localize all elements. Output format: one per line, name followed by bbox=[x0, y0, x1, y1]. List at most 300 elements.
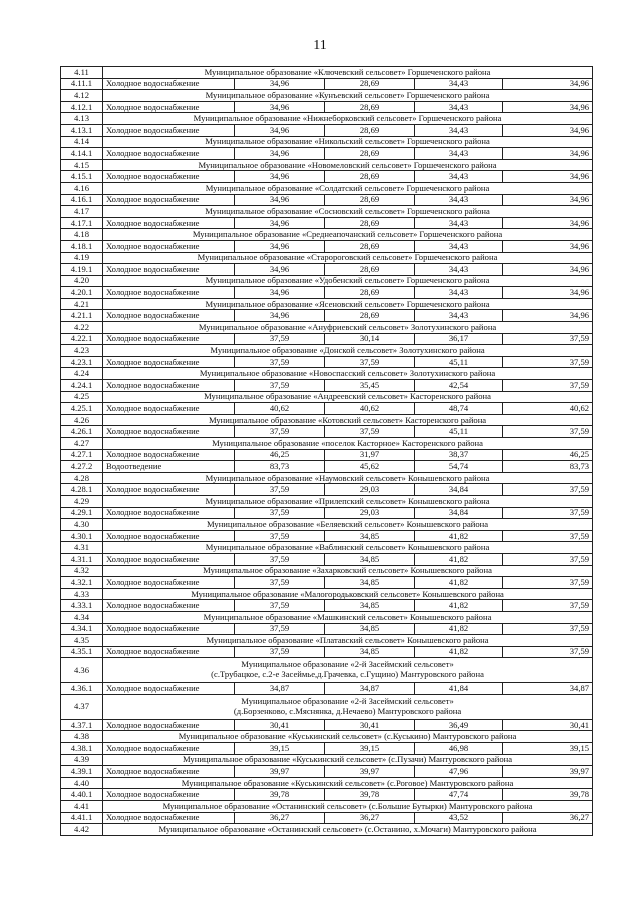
row-number: 4.40 bbox=[61, 777, 103, 789]
service-name: Холодное водоснабжение bbox=[103, 719, 235, 731]
tariff-value: 34,96 bbox=[503, 171, 593, 183]
tariff-value: 37,59 bbox=[235, 426, 325, 438]
section-title-row bbox=[61, 90, 593, 102]
service-name: Холодное водоснабжение bbox=[103, 240, 235, 252]
table-row bbox=[61, 78, 593, 90]
table-row bbox=[61, 124, 593, 136]
tariff-value: 30,14 bbox=[325, 333, 415, 345]
tariff-value: 41,84 bbox=[415, 683, 503, 695]
table-row bbox=[61, 766, 593, 778]
section-title-row bbox=[61, 113, 593, 125]
tariff-value: 37,59 bbox=[503, 380, 593, 392]
row-number: 4.12.1 bbox=[61, 101, 103, 113]
table-row bbox=[61, 264, 593, 276]
section-title-row bbox=[61, 298, 593, 310]
tariff-value: 40,62 bbox=[503, 403, 593, 415]
tariff-value: 83,73 bbox=[235, 461, 325, 473]
row-number: 4.21.1 bbox=[61, 310, 103, 322]
section-title-row bbox=[61, 495, 593, 507]
row-number: 4.17.1 bbox=[61, 217, 103, 229]
section-title-row bbox=[61, 694, 593, 719]
row-number: 4.23 bbox=[61, 345, 103, 357]
tariff-value: 28,69 bbox=[325, 287, 415, 299]
tariff-value: 37,59 bbox=[503, 356, 593, 368]
tariff-value: 47,96 bbox=[415, 766, 503, 778]
table-row bbox=[61, 530, 593, 542]
tariff-value: 41,82 bbox=[415, 530, 503, 542]
municipality-title-line: Муниципальное образование «2-й Засеймский сельсовет» bbox=[241, 696, 454, 706]
tariff-value: 45,11 bbox=[415, 356, 503, 368]
row-number: 4.42 bbox=[61, 824, 103, 836]
row-number: 4.12 bbox=[61, 90, 103, 102]
tariff-value: 34,43 bbox=[415, 171, 503, 183]
tariff-value: 34,84 bbox=[415, 507, 503, 519]
row-number: 4.28 bbox=[61, 472, 103, 484]
table-row bbox=[61, 240, 593, 252]
table-row bbox=[61, 623, 593, 635]
row-number: 4.35 bbox=[61, 635, 103, 647]
municipality-title-line: (с.Трубацкое, с.2-е Засеймье,д.Грачевка, с.Гущино) Мантуровского района bbox=[211, 669, 484, 680]
row-number: 4.27 bbox=[61, 438, 103, 450]
section-title-row bbox=[61, 542, 593, 554]
municipality-title: Муниципальное образование «Ясеновский сельсовет» Горшеченского района bbox=[103, 298, 593, 310]
tariff-value: 36,17 bbox=[415, 333, 503, 345]
tariff-value: 34,85 bbox=[325, 577, 415, 589]
tariff-value: 37,59 bbox=[235, 600, 325, 612]
row-number: 4.39 bbox=[61, 754, 103, 766]
tariff-value: 34,43 bbox=[415, 240, 503, 252]
tariff-value: 37,59 bbox=[235, 553, 325, 565]
tariff-value: 34,85 bbox=[325, 600, 415, 612]
section-title-row bbox=[61, 777, 593, 789]
tariff-value: 34,85 bbox=[325, 623, 415, 635]
tariff-value: 83,73 bbox=[503, 461, 593, 473]
row-number: 4.24.1 bbox=[61, 380, 103, 392]
municipality-title: Муниципальное образование «Андреевский сельсовет» Касторенского района bbox=[103, 391, 593, 403]
service-name: Холодное водоснабжение bbox=[103, 766, 235, 778]
tariff-value: 34,96 bbox=[503, 78, 593, 90]
tariff-value: 37,59 bbox=[235, 646, 325, 658]
tariff-value: 34,96 bbox=[235, 264, 325, 276]
tariff-value: 37,59 bbox=[325, 356, 415, 368]
service-name: Водоотведение bbox=[103, 461, 235, 473]
tariff-value: 34,96 bbox=[235, 124, 325, 136]
tariff-value: 47,74 bbox=[415, 789, 503, 801]
tariff-value: 37,59 bbox=[325, 426, 415, 438]
tariff-value: 34,96 bbox=[503, 240, 593, 252]
tariff-value: 45,62 bbox=[325, 461, 415, 473]
tariff-value: 34,85 bbox=[325, 530, 415, 542]
tariff-value: 37,59 bbox=[503, 426, 593, 438]
tariff-value: 28,69 bbox=[325, 101, 415, 113]
section-title-row bbox=[61, 368, 593, 380]
table-row bbox=[61, 449, 593, 461]
tariff-value: 34,43 bbox=[415, 148, 503, 160]
service-name: Холодное водоснабжение bbox=[103, 101, 235, 113]
row-number: 4.39.1 bbox=[61, 766, 103, 778]
row-number: 4.41.1 bbox=[61, 812, 103, 824]
tariff-value: 40,62 bbox=[325, 403, 415, 415]
tariff-value: 39,15 bbox=[235, 743, 325, 755]
table-row bbox=[61, 683, 593, 695]
table-row bbox=[61, 356, 593, 368]
section-title-row bbox=[61, 414, 593, 426]
municipality-title: Муниципальное образование «Куськинский сельсовет» (с.Роговое) Мантуровского района bbox=[103, 777, 593, 789]
row-number: 4.37.1 bbox=[61, 719, 103, 731]
row-number: 4.14 bbox=[61, 136, 103, 148]
tariff-value: 39,78 bbox=[325, 789, 415, 801]
service-name: Холодное водоснабжение bbox=[103, 646, 235, 658]
tariff-value: 37,59 bbox=[503, 484, 593, 496]
service-name: Холодное водоснабжение bbox=[103, 171, 235, 183]
tariff-value: 30,41 bbox=[235, 719, 325, 731]
municipality-title: Муниципальное образование «Ключевский сельсовет» Горшеченского района bbox=[103, 67, 593, 79]
page-number: 11 bbox=[313, 38, 327, 53]
tariff-value: 37,59 bbox=[235, 484, 325, 496]
service-name: Холодное водоснабжение bbox=[103, 310, 235, 322]
municipality-title-line: (д.Борзенково, с.Мяснянка, д.Нечаево) Мантуровского района bbox=[233, 705, 462, 716]
tariff-value: 37,59 bbox=[503, 600, 593, 612]
tariff-value: 42,54 bbox=[415, 380, 503, 392]
tariff-value: 37,59 bbox=[503, 530, 593, 542]
tariff-value: 34,43 bbox=[415, 264, 503, 276]
municipality-title: Муниципальное образование «Наумовский сельсовет» Конышевского района bbox=[103, 472, 593, 484]
tariff-value: 35,45 bbox=[325, 380, 415, 392]
section-title-row bbox=[61, 635, 593, 647]
service-name: Холодное водоснабжение bbox=[103, 403, 235, 415]
row-number: 4.29 bbox=[61, 495, 103, 507]
table-row bbox=[61, 577, 593, 589]
tariff-value: 37,59 bbox=[235, 507, 325, 519]
section-title-row bbox=[61, 658, 593, 683]
tariff-value: 30,41 bbox=[503, 719, 593, 731]
tariff-value: 38,37 bbox=[415, 449, 503, 461]
tariff-value: 41,82 bbox=[415, 577, 503, 589]
tariff-value: 37,59 bbox=[235, 577, 325, 589]
row-number: 4.28.1 bbox=[61, 484, 103, 496]
table-row bbox=[61, 600, 593, 612]
row-number: 4.27.2 bbox=[61, 461, 103, 473]
tariff-value: 46,25 bbox=[235, 449, 325, 461]
tariff-value: 37,59 bbox=[503, 507, 593, 519]
tariff-value: 34,87 bbox=[503, 683, 593, 695]
section-title-row bbox=[61, 182, 593, 194]
row-number: 4.37 bbox=[61, 694, 103, 719]
tariff-value: 34,96 bbox=[503, 148, 593, 160]
row-number: 4.18.1 bbox=[61, 240, 103, 252]
row-number: 4.31 bbox=[61, 542, 103, 554]
row-number: 4.11.1 bbox=[61, 78, 103, 90]
tariff-value: 37,59 bbox=[235, 623, 325, 635]
row-number: 4.30.1 bbox=[61, 530, 103, 542]
tariff-value: 34,96 bbox=[235, 148, 325, 160]
tariff-value: 34,96 bbox=[503, 101, 593, 113]
service-name: Холодное водоснабжение bbox=[103, 683, 235, 695]
row-number: 4.17 bbox=[61, 206, 103, 218]
service-name: Холодное водоснабжение bbox=[103, 484, 235, 496]
row-number: 4.19 bbox=[61, 252, 103, 264]
tariff-value: 36,27 bbox=[503, 812, 593, 824]
row-number: 4.16.1 bbox=[61, 194, 103, 206]
section-title-row bbox=[61, 754, 593, 766]
tariff-value: 29,03 bbox=[325, 484, 415, 496]
section-title-row bbox=[61, 229, 593, 241]
tariff-value: 34,87 bbox=[325, 683, 415, 695]
row-number: 4.41 bbox=[61, 801, 103, 813]
table-row bbox=[61, 310, 593, 322]
row-number: 4.15.1 bbox=[61, 171, 103, 183]
tariff-value: 34,84 bbox=[415, 484, 503, 496]
municipality-title: Муниципальное образование «Новомеловский сельсовет» Горшеченского района bbox=[103, 159, 593, 171]
row-number: 4.40.1 bbox=[61, 789, 103, 801]
row-number: 4.36.1 bbox=[61, 683, 103, 695]
municipality-title: Муниципальное образование «Новоспасский сельсовет» Золотухинского района bbox=[103, 368, 593, 380]
row-number: 4.22 bbox=[61, 322, 103, 334]
row-number: 4.33.1 bbox=[61, 600, 103, 612]
row-number: 4.14.1 bbox=[61, 148, 103, 160]
municipality-title: Муниципальное образование «Машкинский сельсовет» Конышевского района bbox=[103, 611, 593, 623]
tariff-value: 28,69 bbox=[325, 171, 415, 183]
tariff-value: 36,27 bbox=[235, 812, 325, 824]
section-title-row bbox=[61, 565, 593, 577]
section-title-row bbox=[61, 438, 593, 450]
tariff-value: 37,59 bbox=[503, 646, 593, 658]
section-title-row bbox=[61, 275, 593, 287]
municipality-title: Муниципальное образование «Останинский сельсовет» (с.Останино, х.Мочаги) Мантуровского района bbox=[103, 824, 593, 836]
section-title-row bbox=[61, 391, 593, 403]
tariff-value: 34,43 bbox=[415, 217, 503, 229]
row-number: 4.18 bbox=[61, 229, 103, 241]
row-number: 4.38 bbox=[61, 731, 103, 743]
service-name: Холодное водоснабжение bbox=[103, 623, 235, 635]
tariff-value: 37,59 bbox=[503, 623, 593, 635]
tariff-value: 39,97 bbox=[503, 766, 593, 778]
service-name: Холодное водоснабжение bbox=[103, 333, 235, 345]
service-name: Холодное водоснабжение bbox=[103, 553, 235, 565]
municipality-title: Муниципальное образование «поселок Касторное» Касторенского района bbox=[103, 438, 593, 450]
municipality-title bbox=[103, 694, 593, 719]
tariff-value: 28,69 bbox=[325, 194, 415, 206]
table-row bbox=[61, 403, 593, 415]
tariff-value: 39,78 bbox=[235, 789, 325, 801]
service-name: Холодное водоснабжение bbox=[103, 789, 235, 801]
tariff-value: 39,15 bbox=[503, 743, 593, 755]
tariff-value: 34,43 bbox=[415, 287, 503, 299]
service-name: Холодное водоснабжение bbox=[103, 530, 235, 542]
tariff-value: 34,85 bbox=[325, 553, 415, 565]
row-number: 4.15 bbox=[61, 159, 103, 171]
tariff-value: 34,96 bbox=[503, 194, 593, 206]
tariff-value: 48,74 bbox=[415, 403, 503, 415]
municipality-title: Муниципальное образование «Прилепский сельсовет» Конышевского района bbox=[103, 495, 593, 507]
service-name: Холодное водоснабжение bbox=[103, 78, 235, 90]
service-name: Холодное водоснабжение bbox=[103, 600, 235, 612]
row-number: 4.30 bbox=[61, 519, 103, 531]
municipality-title: Муниципальное образование «Среднеапочанский сельсовет» Горшеченского района bbox=[103, 229, 593, 241]
tariff-value: 34,96 bbox=[503, 217, 593, 229]
row-number: 4.11 bbox=[61, 67, 103, 79]
tariff-value: 40,62 bbox=[235, 403, 325, 415]
municipality-title: Муниципальное образование «Солдатский сельсовет» Горшеченского района bbox=[103, 182, 593, 194]
tariff-value: 36,49 bbox=[415, 719, 503, 731]
section-title-row bbox=[61, 519, 593, 531]
municipality-title: Муниципальное образование «Захарковский сельсовет» Конышевского района bbox=[103, 565, 593, 577]
section-title-row bbox=[61, 159, 593, 171]
table-row bbox=[61, 719, 593, 731]
tariff-value: 34,43 bbox=[415, 78, 503, 90]
tariff-value: 39,97 bbox=[325, 766, 415, 778]
municipality-title: Муниципальное образование «Старороговский сельсовет» Горшеченского района bbox=[103, 252, 593, 264]
municipality-title: Муниципальное образование «Кунъевский сельсовет» Горшеченского района bbox=[103, 90, 593, 102]
section-title-row bbox=[61, 611, 593, 623]
service-name: Холодное водоснабжение bbox=[103, 217, 235, 229]
tariff-value: 28,69 bbox=[325, 217, 415, 229]
tariff-value: 34,87 bbox=[235, 683, 325, 695]
municipality-title: Муниципальное образование «Останинский сельсовет» (с.Большие Бутырки) Мантуровского района bbox=[103, 801, 593, 813]
tariff-value: 41,82 bbox=[415, 623, 503, 635]
tariff-value: 54,74 bbox=[415, 461, 503, 473]
row-number: 4.24 bbox=[61, 368, 103, 380]
tariff-value: 46,25 bbox=[503, 449, 593, 461]
row-number: 4.32.1 bbox=[61, 577, 103, 589]
tariff-value: 34,96 bbox=[235, 78, 325, 90]
tariff-value: 39,15 bbox=[325, 743, 415, 755]
tariff-value: 34,96 bbox=[503, 310, 593, 322]
tariff-value: 37,59 bbox=[235, 530, 325, 542]
section-title-row bbox=[61, 801, 593, 813]
service-name: Холодное водоснабжение bbox=[103, 148, 235, 160]
tariff-value: 34,96 bbox=[235, 240, 325, 252]
service-name: Холодное водоснабжение bbox=[103, 124, 235, 136]
section-title-row bbox=[61, 136, 593, 148]
service-name: Холодное водоснабжение bbox=[103, 287, 235, 299]
municipality-title: Муниципальное образование «Донской сельсовет» Золотухинского района bbox=[103, 345, 593, 357]
tariff-table bbox=[60, 66, 593, 836]
service-name: Холодное водоснабжение bbox=[103, 356, 235, 368]
table-row bbox=[61, 646, 593, 658]
table-row bbox=[61, 789, 593, 801]
table-row bbox=[61, 426, 593, 438]
municipality-title: Муниципальное образование «Малогородьковский сельсовет» Конышевского района bbox=[103, 588, 593, 600]
tariff-value: 29,03 bbox=[325, 507, 415, 519]
tariff-value: 34,85 bbox=[325, 646, 415, 658]
tariff-value: 34,96 bbox=[503, 264, 593, 276]
tariff-value: 34,43 bbox=[415, 310, 503, 322]
tariff-value: 30,41 bbox=[325, 719, 415, 731]
table-row bbox=[61, 287, 593, 299]
tariff-value: 34,43 bbox=[415, 194, 503, 206]
section-title-row bbox=[61, 588, 593, 600]
table-row bbox=[61, 333, 593, 345]
municipality-title: Муниципальное образование «Платавский сельсовет» Конышевского района bbox=[103, 635, 593, 647]
row-number: 4.33 bbox=[61, 588, 103, 600]
row-number: 4.16 bbox=[61, 182, 103, 194]
tariff-value: 28,69 bbox=[325, 148, 415, 160]
tariff-value: 37,59 bbox=[503, 577, 593, 589]
tariff-value: 34,96 bbox=[235, 217, 325, 229]
tariff-value: 36,27 bbox=[325, 812, 415, 824]
row-number: 4.13 bbox=[61, 113, 103, 125]
tariff-value: 37,59 bbox=[235, 356, 325, 368]
tariff-table-body bbox=[61, 67, 593, 836]
section-title-row bbox=[61, 731, 593, 743]
service-name: Холодное водоснабжение bbox=[103, 194, 235, 206]
row-number: 4.27.1 bbox=[61, 449, 103, 461]
municipality-title: Муниципальное образование «Нижнеборковский сельсовет» Горшеченского района bbox=[103, 113, 593, 125]
municipality-title: Муниципальное образование «Ануфриевский сельсовет» Золотухинского района bbox=[103, 322, 593, 334]
tariff-value: 28,69 bbox=[325, 264, 415, 276]
row-number: 4.26 bbox=[61, 414, 103, 426]
row-number: 4.38.1 bbox=[61, 743, 103, 755]
table-row bbox=[61, 743, 593, 755]
tariff-value: 46,98 bbox=[415, 743, 503, 755]
tariff-value: 28,69 bbox=[325, 78, 415, 90]
municipality-title: Муниципальное образование «Куськинский сельсовет» (с.Куськино) Мантуровского района bbox=[103, 731, 593, 743]
table-row bbox=[61, 148, 593, 160]
municipality-title-line: Муниципальное образование «2-й Засеймский сельсовет» bbox=[241, 659, 454, 670]
municipality-title: Муниципальное образование «Никольский сельсовет» Горшеченского района bbox=[103, 136, 593, 148]
tariff-value: 34,96 bbox=[235, 171, 325, 183]
tariff-value: 45,11 bbox=[415, 426, 503, 438]
municipality-title: Муниципальное образование «Ваблинский сельсовет» Конышевского района bbox=[103, 542, 593, 554]
tariff-value: 41,82 bbox=[415, 553, 503, 565]
tariff-value: 31,97 bbox=[325, 449, 415, 461]
service-name: Холодное водоснабжение bbox=[103, 743, 235, 755]
row-number: 4.19.1 bbox=[61, 264, 103, 276]
service-name: Холодное водоснабжение bbox=[103, 812, 235, 824]
tariff-value: 39,78 bbox=[503, 789, 593, 801]
municipality-title: Муниципальное образование «Удобенский сельсовет» Горшеченского района bbox=[103, 275, 593, 287]
tariff-value: 34,43 bbox=[415, 124, 503, 136]
row-number: 4.22.1 bbox=[61, 333, 103, 345]
service-name: Холодное водоснабжение bbox=[103, 577, 235, 589]
row-number: 4.25.1 bbox=[61, 403, 103, 415]
tariff-value: 37,59 bbox=[235, 380, 325, 392]
row-number: 4.34 bbox=[61, 611, 103, 623]
municipality-title: Муниципальное образование «Куськинский сельсовет» (с.Пузачи) Мантуровского района bbox=[103, 754, 593, 766]
table-row bbox=[61, 484, 593, 496]
service-name: Холодное водоснабжение bbox=[103, 507, 235, 519]
table-row bbox=[61, 812, 593, 824]
row-number: 4.31.1 bbox=[61, 553, 103, 565]
row-number: 4.25 bbox=[61, 391, 103, 403]
row-number: 4.36 bbox=[61, 658, 103, 683]
table-row bbox=[61, 171, 593, 183]
section-title-row bbox=[61, 345, 593, 357]
section-title-row bbox=[61, 252, 593, 264]
municipality-title: Муниципальное образование «Котовский сельсовет» Касторенского района bbox=[103, 414, 593, 426]
service-name: Холодное водоснабжение bbox=[103, 264, 235, 276]
tariff-value: 34,96 bbox=[503, 124, 593, 136]
row-number: 4.26.1 bbox=[61, 426, 103, 438]
table-row bbox=[61, 217, 593, 229]
table-row bbox=[61, 553, 593, 565]
row-number: 4.13.1 bbox=[61, 124, 103, 136]
service-name: Холодное водоснабжение bbox=[103, 426, 235, 438]
tariff-value: 34,43 bbox=[415, 101, 503, 113]
municipality-title: Муниципальное образование «Беляевский сельсовет» Конышевского района bbox=[103, 519, 593, 531]
section-title-row bbox=[61, 206, 593, 218]
row-number: 4.20 bbox=[61, 275, 103, 287]
section-title-row bbox=[61, 67, 593, 79]
tariff-value: 34,96 bbox=[235, 287, 325, 299]
tariff-value: 41,82 bbox=[415, 646, 503, 658]
section-title-row bbox=[61, 824, 593, 836]
tariff-value: 28,69 bbox=[325, 240, 415, 252]
row-number: 4.34.1 bbox=[61, 623, 103, 635]
tariff-value: 39,97 bbox=[235, 766, 325, 778]
table-row bbox=[61, 507, 593, 519]
